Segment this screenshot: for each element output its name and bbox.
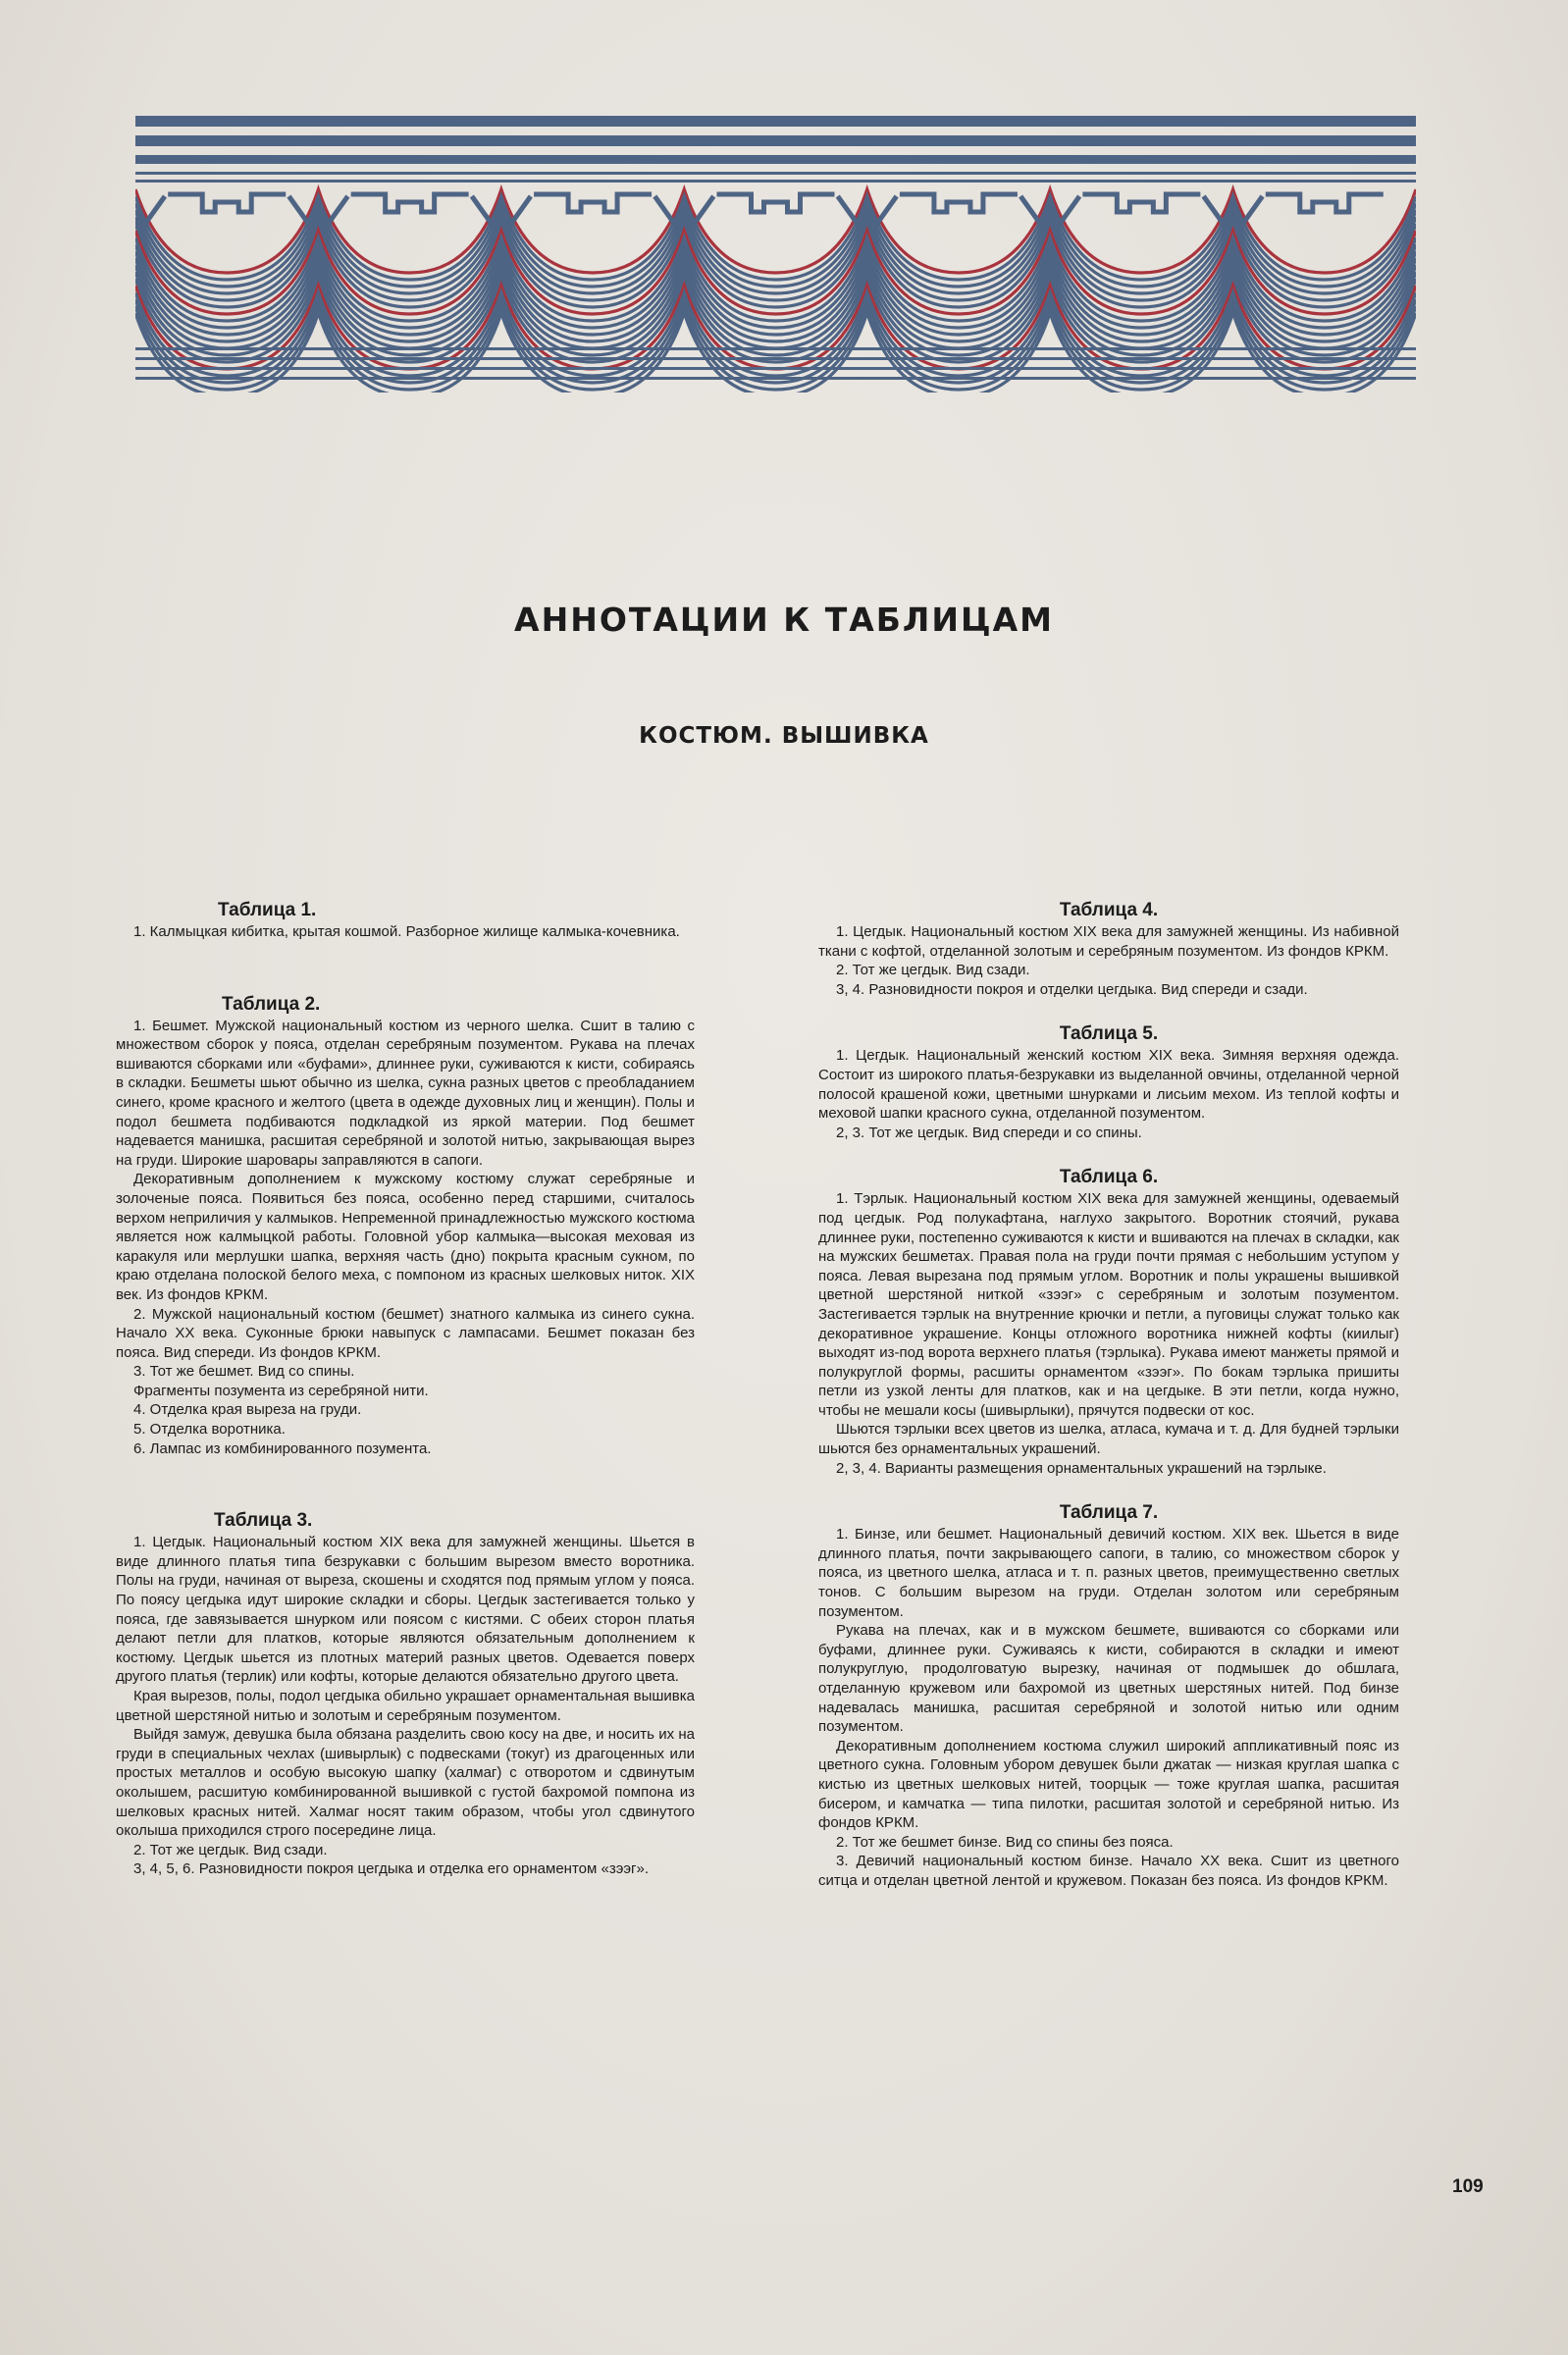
table-7-annotation (818, 1503, 1399, 1890)
ornament-hook-motif (1266, 194, 1384, 212)
paragraph: 2, 3, 4. Варианты размещения орнаментальных украшений на тэрлыке. (836, 1459, 1327, 1477)
ornament-hook-motif (1082, 194, 1200, 212)
paragraph: 3, 4, 5, 6. Разновидности покроя цегдыка и отделка его орнаментом «зээг». (133, 1860, 649, 1878)
paragraph: Декоративным дополнением костюма служил широкий аппликативный пояс из цветного сукна. Головным убором девушек были джатак — низкая круглая шапка с кистью из цветных шелковых нитей, тоорцык — тоже круглая шапка, расшитая бисером, и камчатка — типа пилотки, расшитая золотой и серебряной нитью. Из фондов КРКМ. (818, 1737, 1399, 1832)
paragraph: 2. Тот же бешмет бинзе. Вид со спины без пояса. (836, 1833, 1174, 1851)
paragraph: 2. Тот же цегдык. Вид сзади. (836, 962, 1030, 979)
section-subtitle: КОСТЮМ. ВЫШИВКА (639, 723, 929, 749)
paragraph: Фрагменты позумента из серебряной нити. (133, 1382, 429, 1399)
left-column (116, 901, 695, 1905)
paragraph: 3. Девичий национальный костюм бинзе. Начало XX века. Сшит из цветного ситца и отделан цветной лентой и кружевом. Показан без пояса. Из фондов КРКМ. (818, 1853, 1399, 1889)
section-title: Таблица 2. (222, 993, 321, 1015)
paragraph: 1. Калмыцкая кибитка, крытая кошмой. Разборное жилище калмыка-кочевника. (133, 923, 680, 940)
ornament-hook-motif (717, 194, 835, 212)
paragraph: Шьются тэрлыки всех цветов из шелка, атласа, кумача и т. д. Для будней тэрлыки шьются без орнаментальных украшений. (818, 1421, 1399, 1458)
table-3-annotation (116, 1511, 695, 1879)
ornament-hook-motif (900, 194, 1018, 212)
ornament-hook-motif (168, 194, 286, 212)
table-4-annotation (818, 901, 1399, 999)
table-5-annotation (818, 1024, 1399, 1142)
paragraph: 1. Тэрлык. Национальный костюм XIX века для замужней женщины, одеваемый под цегдык. Род полукафтана, наглухо закрытого. Воротник стоячий, рукава длиннее руки, постепенно суживаются к кисти и вшиваются на плечах в складки, как на мужских бешметах. Правая пола на груди почти прямая с небольшим уступом у пояса. Левая вырезана под прямым углом. Воротник и полы украшены вышивкой цветной шерстяной ниткой «зээг» с серебряным и золотым позументом. Застегивается тэрлык на внутренние крючки и петли, а пуговицы служат только как декоративное украшение. Концы отложного воротника нижней кофты (киилыг) выходят из-под ворота верхнего платья (тэрлыка). Рукава имеют манжеты прямой и полукруглой формы, расшиты орнаментом «зээг». По бокам тэрлыка пришиты петли из узкой ленты для платков, как и на цегдыке. В эти петли, когда нужно, чтобы не мешали косы (шивырлыки), прячутся подвески от кос. (818, 1190, 1399, 1419)
paragraph: 1. Бинзе, или бешмет. Национальный девичий костюм. XIX век. Шьется в виде длинного платья, почти закрывающего сапоги, в талию, со множеством сборок у пояса, из цветного шелка, атласа и т. п. разных цветов, преимущественно светлых тонов. С большим вырезом на груди. Отделан золотом или серебряным позументом. (818, 1526, 1399, 1620)
paragraph: 1. Цегдык. Национальный костюм XIX века для замужней женщины. Шьется в виде длинного платья типа безрукавки с большим вырезом вместо воротника. Полы на груди, начиная от выреза, скошены и сходятся под прямым углом у пояса. По поясу цегдыка идут широкие складки и сборы. Цегдык застегивается только у пояса, где завязывается шнурком или поясом с кистями. С обеих сторон платья делают петли для платков, которые являются обязательным дополнением к костюму. Цегдык шьется из плотных материй разных цветов. Одевается поверх другого платья (терлик) или кофты, которые делаются обязательно другого цвета. (116, 1534, 695, 1686)
page-title: АННОТАЦИИ К ТАБЛИЦАМ (514, 601, 1054, 639)
section-title: Таблица 3. (214, 1510, 313, 1532)
paragraph: 1. Цегдык. Национальный костюм XIX века для замужней женщины. Из набивной ткани с кофтой, отделанной золотым и серебряным позументом. Из фондов КРКМ. (818, 923, 1399, 960)
decorative-ornament-border (135, 116, 1416, 392)
paragraph: 4. Отделка края выреза на груди. (133, 1401, 362, 1419)
table-6-annotation (818, 1168, 1399, 1478)
paragraph: Декоративным дополнением к мужскому костюму служат серебряные и золоченые пояса. Появиться без пояса, особенно перед старшими, считалось верхом неприличия у калмыков. Непременной принадлежностью мужского костюма является нож калмыцкой работы. Головной убор калмыка—высокая меховая из каракуля или мерлушки шапка, верхняя часть (дно) покрыта красным сукном, по краю отделана полоской белого меха, с помпоном из красных шелковых ниток. XIX век. Из фондов КРКМ. (116, 1171, 695, 1303)
page-number: 109 (1452, 2176, 1484, 2197)
paragraph: 2, 3. Тот же цегдык. Вид спереди и со спины. (836, 1124, 1142, 1141)
paragraph: 2. Тот же цегдык. Вид сзади. (133, 1841, 328, 1858)
paragraph: 2. Мужской национальный костюм (бешмет) знатного калмыка из синего сукна. Начало XX века. Суконные брюки навыпуск с лампасами. Бешмет показан без пояса. Вид спереди. Из фондов КРКМ. (116, 1305, 695, 1361)
section-title: Таблица 7. (1059, 1502, 1159, 1524)
paragraph: Выйдя замуж, девушка была обязана разделить свою косу на две, и носить их на груди в специальных чехлах (шивырлык) с подвесками (токуг) из драгоценных или простых металлов и особую высокую шапку (халмаг) с отворотом и сдвинутым околышем, расшитую комбинированной вышивкой с густой бахромой помпона из шелковых красных нитей. Халмаг носят таким образом, чтобы угол сдвинутого околыша приходился строго посередине лица. (116, 1726, 695, 1840)
paragraph: 5. Отделка воротника. (133, 1421, 286, 1439)
paragraph: 1. Цегдык. Национальный женский костюм XIX века. Зимняя верхняя одежда. Состоит из широкого платья-безрукавки из выделанной овчины, отделанной черной полосой крашеной кожи, цветными шнурками и лисьим мехом. Из теплой кофты и меховой шапки красного сукна, отделанной позументом. (818, 1047, 1399, 1123)
paragraph: 1. Бешмет. Мужской национальный костюм из черного шелка. Сшит в талию с множеством сборок у пояса, отделан серебряным позументом. Рукава на плечах вшиваются сборками или «буфами», длиннее руки, суживаются к кисти, собираясь в складки. Бешметы шьют обычно из шелка, сукна разных цветов с преобладанием синего, кроме красного и желтого (цвета в одежде духовных лиц и женщин). Полы и подол бешмета подбиваются подкладкой из яркой материи. Под бешмет надевается манишка, расшитая серебряной и золотой нитью, закрывающая вырез на груди. Широкие шаровары заправляются в сапоги. (116, 1017, 695, 1169)
right-column (818, 901, 1399, 1916)
section-title: Таблица 1. (218, 900, 317, 920)
paragraph: Рукава на плечах, как и в мужском бешмете, вшиваются со сборками или буфами, длиннее руки. Суживаясь к кисти, собираются в складки и имеют полукруглую, продолговатую вырезку, начиная от подмышек до обшлага, отделанную кружевом или бахромой из цветных шерстяных нитей. Под бинзе надевалась манишка, расшитая серебряной и золотой нитью или одним позументом. (818, 1622, 1399, 1736)
ornament-hook-motif (534, 194, 652, 212)
paragraph: 6. Лампас из комбинированного позумента. (133, 1439, 432, 1457)
ornament-hook-motif (351, 194, 469, 212)
table-1-annotation (116, 901, 695, 942)
paragraph: 3. Тот же бешмет. Вид со спины. (133, 1363, 355, 1381)
paragraph: 3, 4. Разновидности покроя и отделки цегдыка. Вид спереди и сзади. (836, 980, 1308, 998)
section-title: Таблица 6. (1059, 1167, 1159, 1188)
section-title: Таблица 4. (1059, 900, 1159, 920)
paragraph: Края вырезов, полы, подол цегдыка обильно украшает орнаментальная вышивка цветной шерстяной нитью и золотым и серебряным позументом. (116, 1688, 695, 1724)
section-title: Таблица 5. (1059, 1023, 1159, 1045)
table-2-annotation (116, 995, 695, 1459)
